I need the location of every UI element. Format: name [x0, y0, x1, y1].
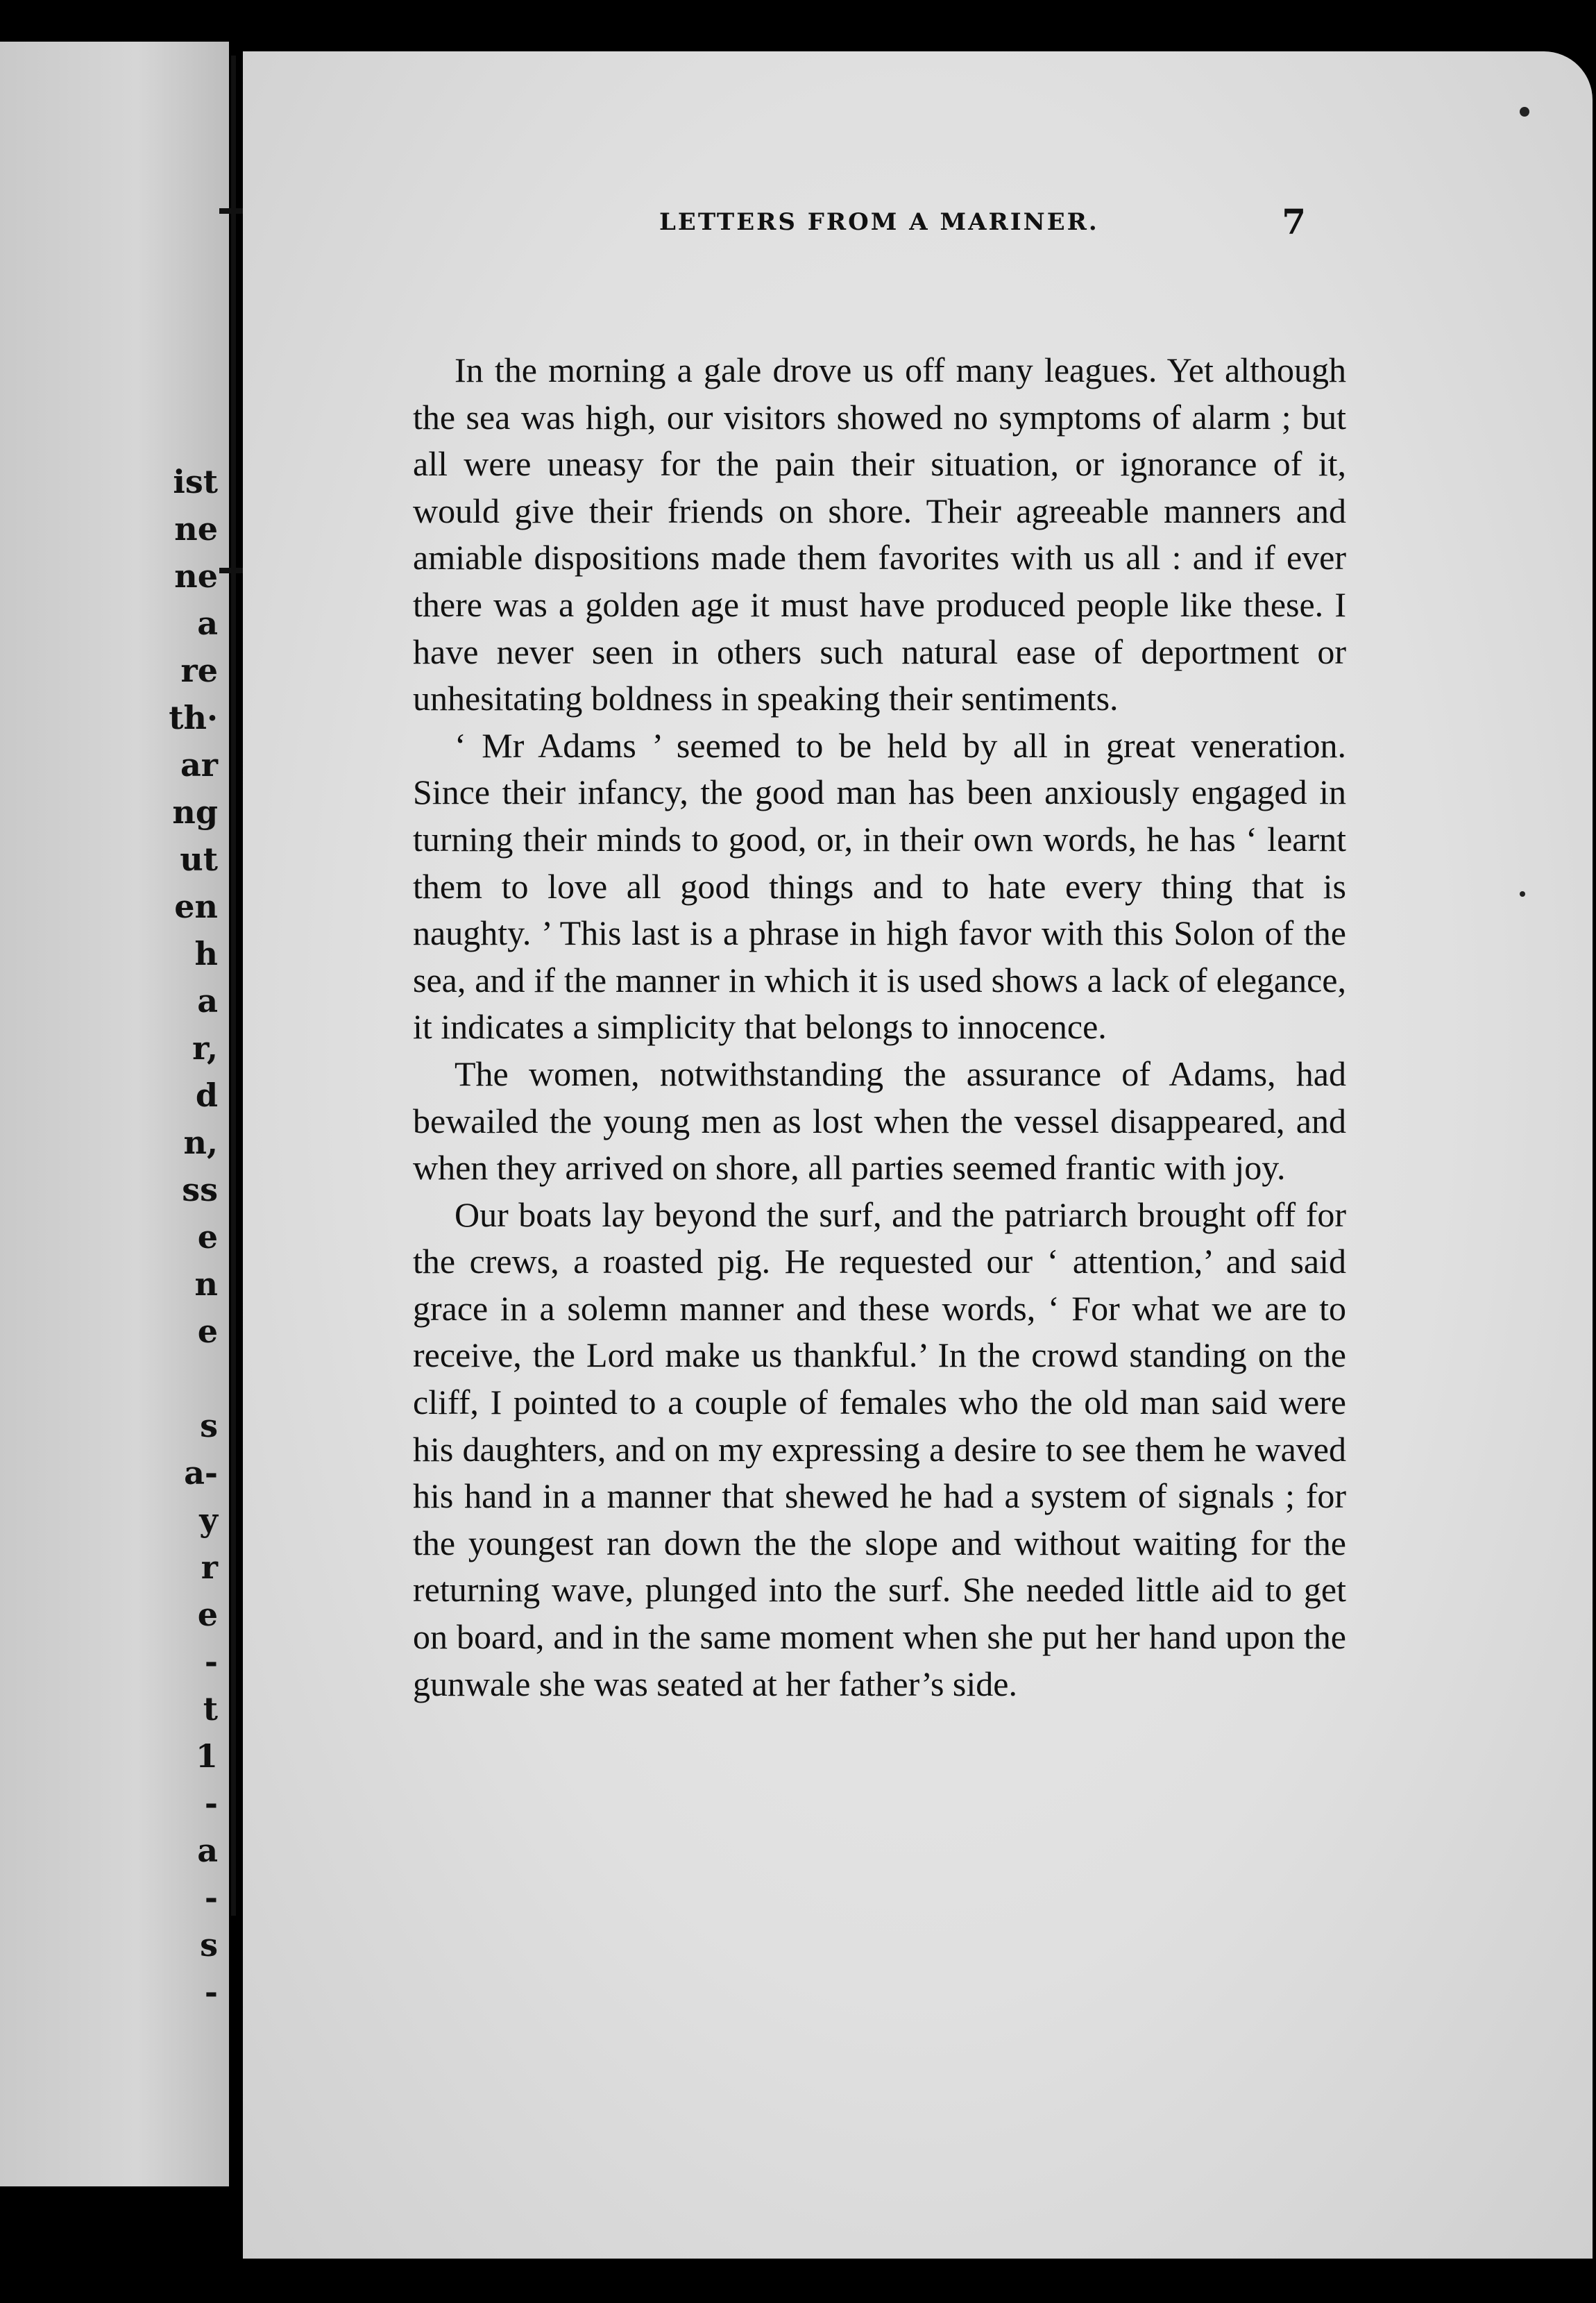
left-fragment: r	[201, 1549, 218, 1586]
ink-speck	[1520, 107, 1529, 117]
left-fragment: a-	[184, 1454, 218, 1492]
paragraph: Our boats lay beyond the surf, and the patriarch brought off for the crews, a roasted pig. He requested our ‘ attention,’ and said grace in a solemn manner and these words, ‘ For what we are to receive, the Lord make us thankful.’ In the crowd standing on the cliff, I pointed to a couple of females who the old man said were his daughters, and on my expressing a desire to see them he waved his hand in a manner that shewed he had a system of signals ; for the youngest ran down the the slope and without waiting for the returning wave, plunged into the surf. She needed little aid to get on board, and in the same moment when she put her hand upon the gunwale she was seated at her father’s side.	[413, 1195, 1346, 1703]
left-fragment: en	[174, 888, 218, 925]
left-fragment: d	[195, 1077, 218, 1114]
left-page-edge	[0, 42, 229, 2186]
left-fragment	[169, 1355, 218, 1402]
left-fragment: e	[197, 1218, 218, 1256]
left-fragment: e	[197, 1313, 218, 1350]
left-fragment: ss	[182, 1171, 218, 1208]
left-fragment: e	[197, 1596, 218, 1633]
left-fragment: y	[199, 1501, 218, 1539]
left-fragment: 1	[195, 1737, 218, 1775]
left-fragment: a	[197, 982, 218, 1020]
left-fragment: -	[204, 1973, 218, 2011]
paragraph: The women, notwithstanding the assurance of Adams, had bewailed the young men as lost when the vessel disappeared, and when they arrived on shore, all parties seemed frantic with joy.	[413, 1054, 1346, 1188]
left-page-text-fragments	[169, 458, 218, 2016]
left-fragment: ut	[180, 841, 218, 878]
left-fragment: -	[204, 1879, 218, 1916]
left-fragment: h	[194, 935, 218, 972]
ink-speck	[1520, 891, 1525, 897]
left-fragment: ar	[180, 746, 218, 784]
left-fragment: s	[200, 1407, 218, 1444]
left-fragment: r,	[192, 1029, 218, 1067]
left-fragment: s	[200, 1926, 218, 1964]
left-fragment: n	[194, 1265, 218, 1303]
left-fragment: th·	[169, 699, 218, 736]
paragraph: ‘ Mr Adams ’ seemed to be held by all in great veneration. Since their infancy, the good man has been anxiously engaged in turning their minds to good, or, in their own words, he has ‘ learnt them to love all good things and to hate every thing that is naughty. ’ This last is a phrase in high favor with this Solon of the sea, and if the manner in which it is used shows a lack of elegance, it indicates a simplicity that belongs to innocence.	[413, 725, 1346, 1047]
paragraph: In the morning a gale drove us off many leagues. Yet although the sea was high, our visitors showed no symptoms of alarm ; but all were uneasy for the pain their situation, or ignorance of it, would give their friends on shore. Their agreeable manners and amiable dispositions made them favorites with us all : and if ever there was a golden age it must have produced people like these. I have never seen in others such natural ease of deportment or unhesitating boldness in speaking their sentiments.	[413, 351, 1346, 718]
left-fragment: a	[197, 605, 218, 642]
left-fragment: -	[204, 1785, 218, 1822]
page-number: 7	[1282, 201, 1306, 242]
left-fragment: ng	[172, 793, 218, 831]
binding-gutter-line	[231, 56, 236, 1916]
running-head	[423, 201, 1339, 250]
left-fragment: a	[197, 1832, 218, 1869]
left-fragment: ne	[174, 510, 218, 548]
left-fragment: ne	[174, 557, 218, 595]
page-body-text	[413, 347, 1346, 1707]
left-fragment: n,	[183, 1124, 218, 1161]
left-fragment: re	[180, 652, 218, 689]
running-head-title: LETTERS FROM A MARINER.	[659, 208, 1099, 236]
left-fragment: ist	[173, 463, 218, 500]
left-fragment: -	[204, 1643, 218, 1680]
left-fragment: t	[203, 1690, 218, 1728]
